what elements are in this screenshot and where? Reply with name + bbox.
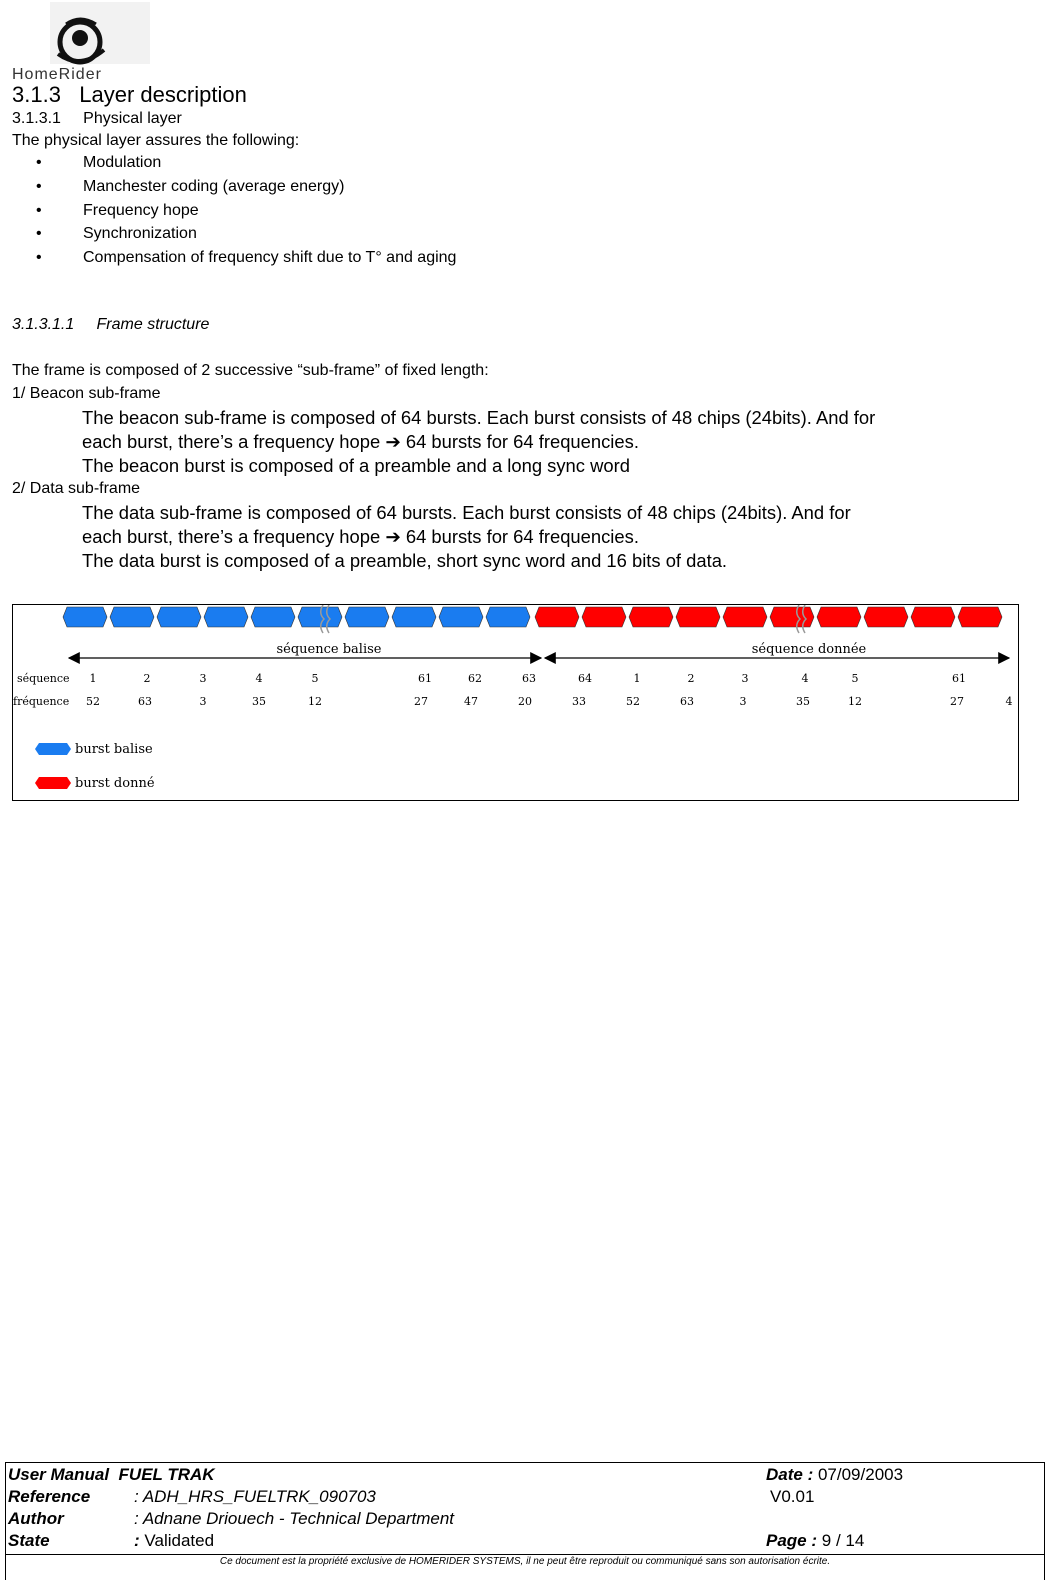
frequency-number: 12: [848, 695, 862, 708]
sequence-numbers: [90, 672, 967, 685]
section-heading: [12, 82, 247, 108]
data-burst: [864, 607, 908, 627]
frame-diagram: [13, 605, 1018, 800]
frequency-row-label: fréquence: [13, 695, 70, 708]
data-burst: [911, 607, 955, 627]
frequency-number: 63: [680, 695, 694, 708]
frequency-number: 3: [199, 695, 207, 708]
footer-page: Page : 9 / 14: [766, 1531, 865, 1550]
frequency-number: 52: [626, 695, 640, 708]
sequence-number: 1: [89, 672, 97, 685]
list-item: • Frequency hope: [36, 201, 199, 219]
data-burst: [676, 607, 720, 627]
data-burst: [629, 607, 673, 627]
frequency-number: 4: [1005, 695, 1013, 708]
sequence-number: 62: [468, 672, 482, 685]
section-title: Layer description: [79, 82, 247, 107]
homerider-logo: [10, 0, 156, 84]
feature-list: [12, 154, 456, 273]
sequence-number: 2: [143, 672, 151, 685]
sequence-number: 5: [311, 672, 319, 685]
data-sequence-label: séquence donnée: [751, 642, 867, 657]
beacon-burst: [63, 607, 107, 627]
data-burst: [958, 607, 1002, 627]
subsubsection-heading: 3.1.3.1.1 Frame structure: [12, 316, 210, 333]
sequence-number: 3: [741, 672, 749, 685]
footer-version: V0.01: [770, 1487, 815, 1506]
legend-beacon-swatch: [35, 743, 71, 755]
burst-row: [63, 607, 1002, 627]
sequence-number: 1: [633, 672, 641, 685]
sequence-number: 64: [578, 672, 592, 685]
sequence-number: 61: [418, 672, 432, 685]
beacon-burst: [157, 607, 201, 627]
footer-reference: : ADH_HRS_FUELTRK_090703: [134, 1487, 376, 1506]
legend-beacon-label: burst balise: [75, 742, 153, 757]
frame-structure-figure: [12, 604, 1019, 801]
footer-state: : Validated: [134, 1531, 215, 1550]
data-burst: [770, 607, 814, 627]
legend-data-label: burst donné: [75, 776, 155, 791]
sequence-number: 5: [851, 672, 859, 685]
data-burst: [723, 607, 767, 627]
frequency-number: 35: [252, 695, 266, 708]
sequence-number: 4: [255, 672, 263, 685]
homerider-logo-icon: [10, 0, 156, 70]
footer-date: 07/09/2003: [817, 1465, 904, 1484]
frequency-number: 27: [414, 695, 428, 708]
sequence-number: 61: [952, 672, 966, 685]
data-description: The data sub-frame is composed of 64 bursts. Each burst consists of 48 chips (24bits). And for each burst, there’s a frequency hope ➔ 64 bursts for 64 frequencies. The data burst is composed of a preamble, short sync word and 16 bits of data.: [82, 502, 851, 571]
frequency-numbers: [86, 695, 1013, 708]
sequence-number: 63: [522, 672, 536, 685]
list-item: • Synchronization: [36, 225, 197, 243]
frequency-number: 3: [739, 695, 747, 708]
beacon-burst: [110, 607, 154, 627]
logo-wordmark: HomeRider: [12, 66, 102, 83]
list-item: • Compensation of frequency shift due to T° and aging: [36, 249, 457, 267]
subsection-number: 3.1.3.1: [12, 110, 61, 127]
frequency-number: 47: [464, 695, 478, 708]
list-item: • Modulation: [36, 154, 162, 171]
beacon-burst: [204, 607, 248, 627]
data-burst: [535, 607, 579, 627]
beacon-burst: [486, 607, 530, 627]
beacon-burst: [439, 607, 483, 627]
beacon-heading: 1/ Beacon sub-frame: [12, 385, 161, 402]
sequence-row-label: séquence: [17, 672, 70, 685]
frequency-number: 20: [518, 695, 532, 708]
beacon-burst: [345, 607, 389, 627]
section-number: 3.1.3: [12, 82, 61, 107]
legend-data-swatch: [35, 777, 71, 789]
subsection-heading: [12, 110, 182, 128]
beacon-burst: [392, 607, 436, 627]
sequence-number: 2: [687, 672, 695, 685]
beacon-sequence-label: séquence balise: [276, 642, 382, 657]
sequence-number: 3: [199, 672, 207, 685]
beacon-burst: [251, 607, 295, 627]
arrow-right-icon: ➔: [385, 431, 401, 452]
frequency-number: 12: [308, 695, 322, 708]
data-burst: [817, 607, 861, 627]
frequency-number: 63: [138, 695, 152, 708]
arrow-right-icon: ➔: [385, 526, 401, 547]
data-heading: 2/ Data sub-frame: [12, 480, 141, 497]
footer-box: User Manual FUEL TRAK Date : 07/09/2003 Reference : ADH_HRS_FUELTRK_090703 V0.01 Author : Adnane Driouech - Technical Department State : Validated Page : 9 / 14 Ce document est la propriété exclusive de HOMERIDER SYSTEMS, il ne peut être reproduit ou communiqué sans son autorisation écrite.: [5, 1462, 1045, 1580]
intro-text: The physical layer assures the following:: [12, 132, 300, 149]
frequency-number: 35: [796, 695, 810, 708]
beacon-burst: [298, 607, 342, 627]
frequency-number: 52: [86, 695, 100, 708]
data-burst: [582, 607, 626, 627]
frequency-number: 33: [572, 695, 586, 708]
footer-notice: Ce document est la propriété exclusive de HOMERIDER SYSTEMS, il ne peut être reproduit ou communiqué sans son autorisation écrite.: [6, 1554, 1044, 1567]
subsection-title: Physical layer: [83, 110, 182, 127]
frame-intro: The frame is composed of 2 successive “sub-frame” of fixed length:: [12, 362, 489, 379]
beacon-description: The beacon sub-frame is composed of 64 bursts. Each burst consists of 48 chips (24bits). And for each burst, there’s a frequency hope ➔ 64 bursts for 64 frequencies. The beacon burst is composed of a preamble and a long sync word: [82, 407, 876, 476]
list-item: • Manchester coding (average energy): [36, 177, 345, 195]
sequence-number: 4: [801, 672, 809, 685]
footer-author: : Adnane Driouech - Technical Department: [134, 1509, 455, 1528]
frequency-number: 27: [950, 695, 964, 708]
